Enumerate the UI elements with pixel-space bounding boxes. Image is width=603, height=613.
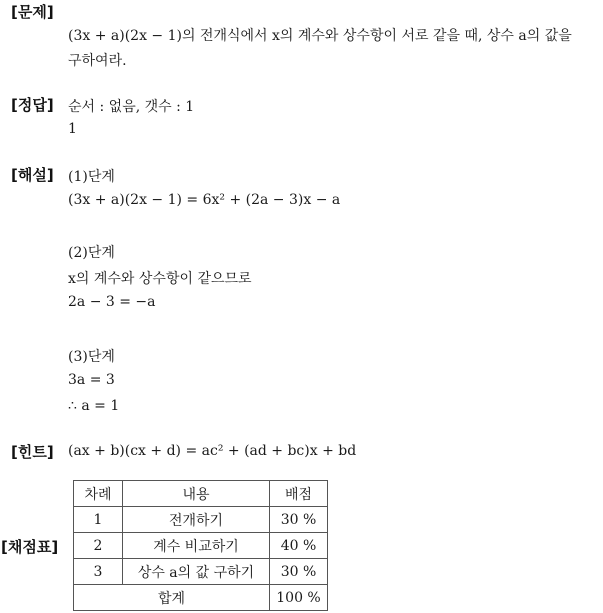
- header-points: 배점: [270, 481, 328, 507]
- table-row: [74, 507, 328, 533]
- scoring-label: [채점표]: [1, 538, 59, 556]
- solution-equation: 2a − 3 = −a: [68, 294, 156, 310]
- scoring-total-row: [74, 585, 328, 611]
- row-points: 30 %: [270, 507, 328, 533]
- problem-label: [문제]: [11, 3, 54, 21]
- answer-line-2: 1: [68, 121, 77, 137]
- problem-line-2: 구하여라.: [68, 53, 127, 69]
- row-content: 상수 a의 값 구하기: [123, 559, 270, 585]
- solution-reason: x의 계수와 상수항이 같으므로: [68, 271, 252, 287]
- row-order: 3: [74, 559, 123, 585]
- total-label: 합계: [74, 585, 270, 611]
- solution-result: ∴ a = 1: [68, 398, 120, 414]
- solution-step-2: (2)단계: [68, 245, 115, 261]
- row-points: 40 %: [270, 533, 328, 559]
- header-content: 내용: [123, 481, 270, 507]
- table-row: [74, 533, 328, 559]
- problem-line-1: (3x + a)(2x − 1)의 전개식에서 x의 계수와 상수항이 서로 같을 때, 상수 a의 값을: [68, 28, 572, 44]
- total-points: 100 %: [270, 585, 328, 611]
- scoring-header-row: [74, 481, 328, 507]
- solution-step-3: (3)단계: [68, 349, 115, 365]
- scoring-table: [73, 480, 328, 611]
- solution-expansion: (3x + a)(2x − 1) = 6x² + (2a − 3)x − a: [68, 192, 341, 208]
- answer-line-1: 순서 : 없음, 갯수 : 1: [68, 99, 195, 115]
- row-points: 30 %: [270, 559, 328, 585]
- solution-step-1: (1)단계: [68, 169, 115, 185]
- answer-label: [정답]: [11, 96, 54, 114]
- solution-simplify: 3a = 3: [68, 372, 115, 388]
- row-order: 1: [74, 507, 123, 533]
- row-content: 계수 비교하기: [123, 533, 270, 559]
- hint-label: [힌트]: [11, 443, 54, 461]
- header-order: 차례: [74, 481, 123, 507]
- solution-label: [해설]: [11, 166, 54, 184]
- row-order: 2: [74, 533, 123, 559]
- hint-formula: (ax + b)(cx + d) = ac² + (ad + bc)x + bd: [68, 443, 357, 459]
- table-row: [74, 559, 328, 585]
- row-content: 전개하기: [123, 507, 270, 533]
